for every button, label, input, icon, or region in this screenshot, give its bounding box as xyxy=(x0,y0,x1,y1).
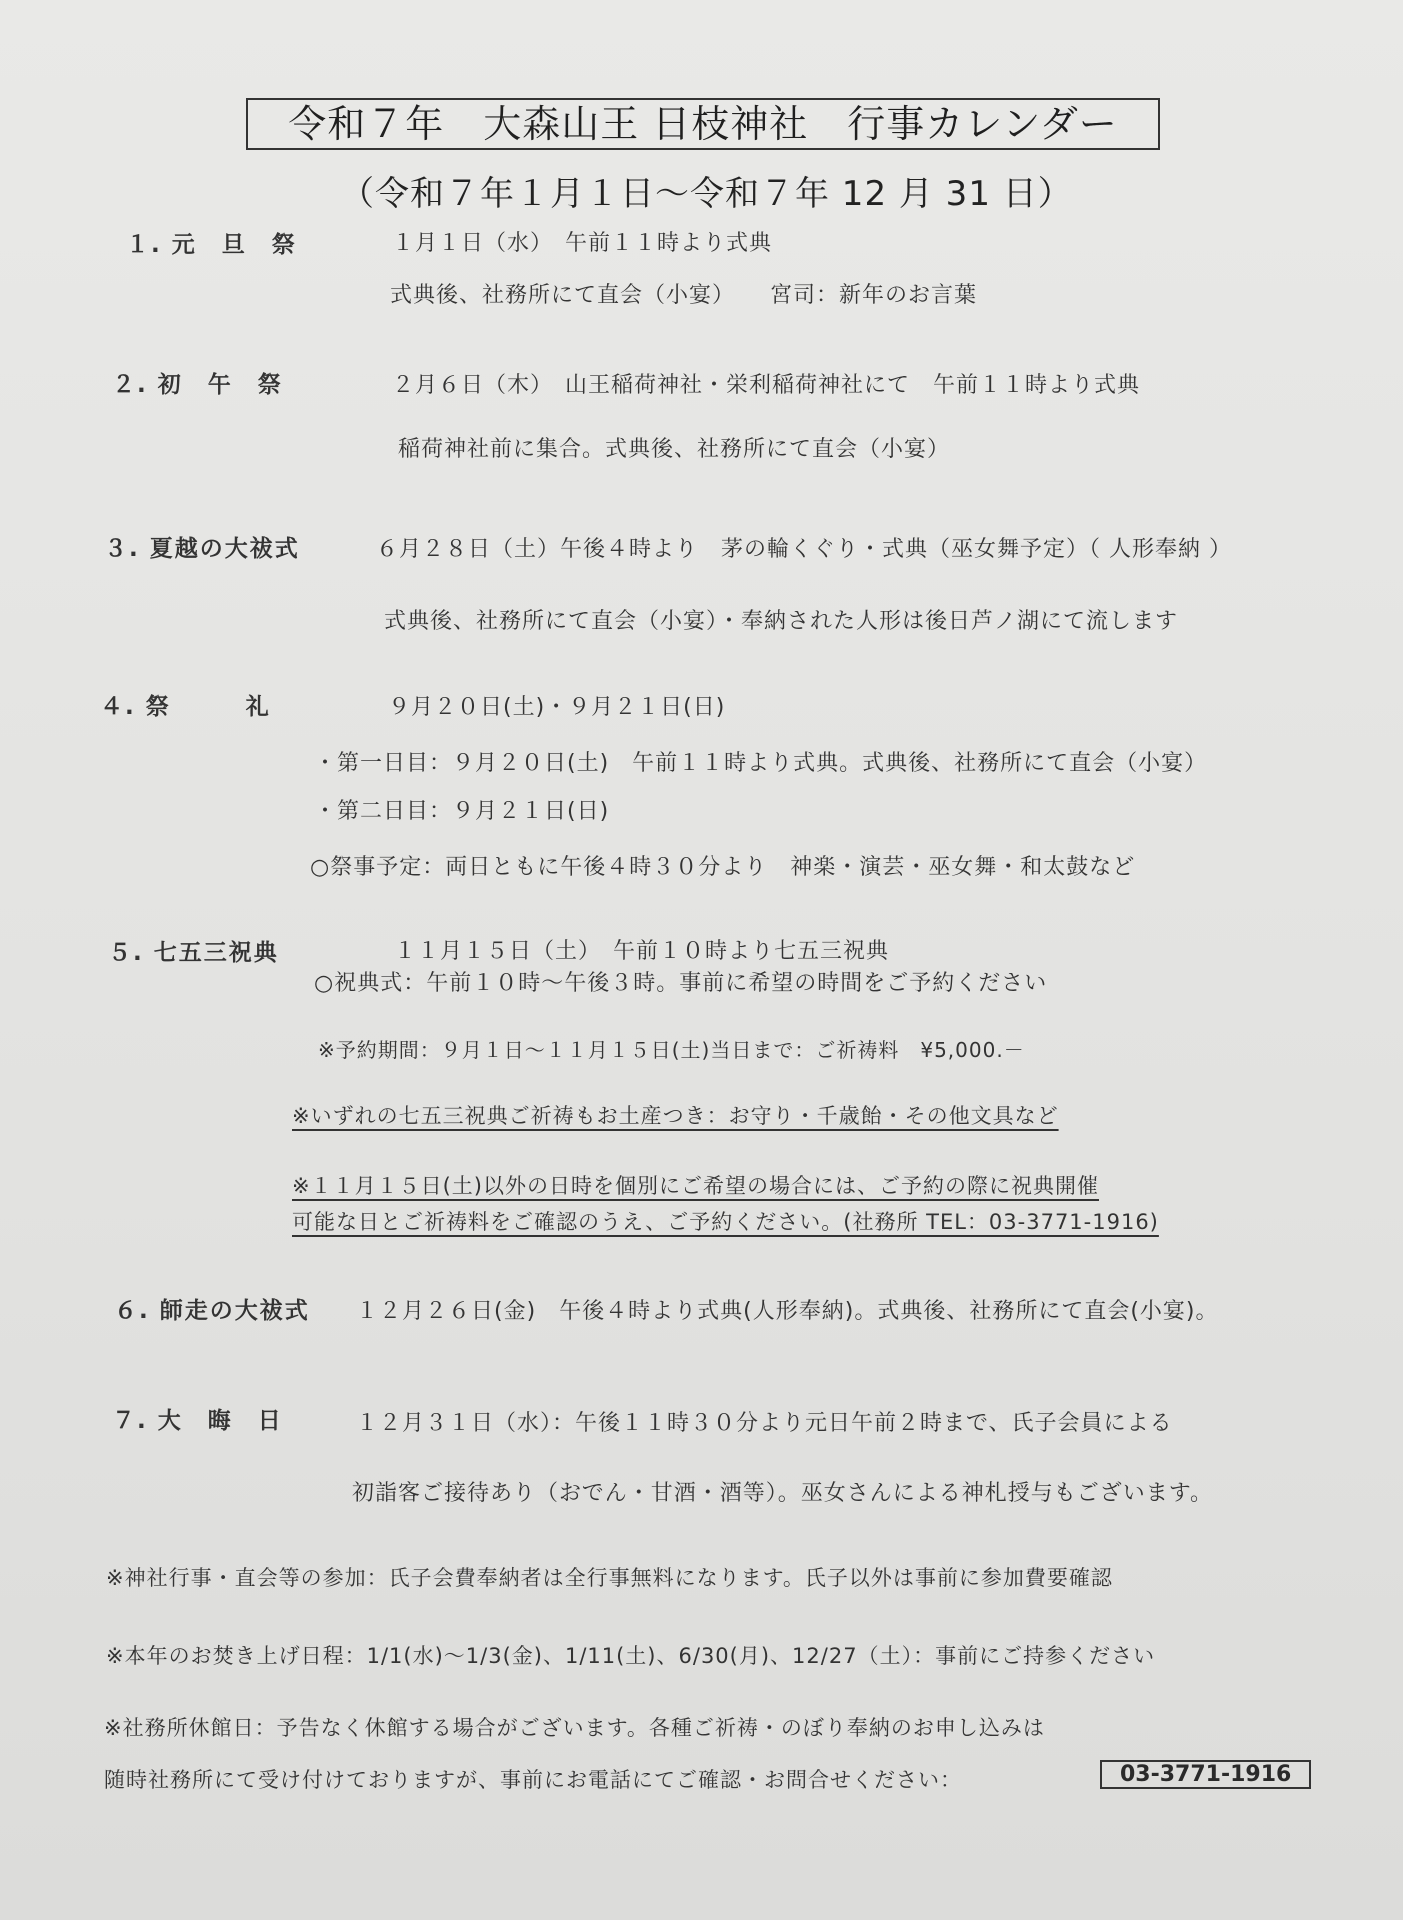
note-otakiage: ※本年のお焚き上げ日程：1/1(水)～1/3(金)、1/11(土)、6/30(月)、12/27（土）：事前にご持参ください xyxy=(106,1644,1156,1668)
calendar-period: （令和７年１月１日～令和７年 12 月 31 日） xyxy=(340,174,1073,214)
event-label-festival: ４. 祭 礼 xyxy=(100,694,271,720)
event-line: ２月６日（木） 山王稲荷神社・栄利稲荷神社にて 午前１１時より式典 xyxy=(392,373,1141,398)
event-line: ※いずれの七五三祝典ご祈祷もお土産つき：お守り・千歳飴・その他文具など xyxy=(292,1104,1059,1128)
event-label-nagoshi: ３. 夏越の大祓式 xyxy=(104,536,300,562)
event-line: ○祝典式：午前１０時～午後３時。事前に希望の時間をご予約ください xyxy=(314,971,1048,996)
event-line: ○祭事予定：両日ともに午後４時３０分より 神楽・演芸・巫女舞・和太鼓など xyxy=(310,855,1136,880)
event-line: 式典後、社務所にて直会（小宴）・奉納された人形は後日芦ノ湖にて流します xyxy=(384,609,1179,634)
event-line: 初詣客ご接待あり（おでん・甘酒・酒等）。巫女さんによる神札授与もございます。 xyxy=(352,1481,1214,1506)
phone-number: 03-3771-1916 xyxy=(1100,1760,1311,1789)
note-contact: 随時社務所にて受け付けておりますが、事前にお電話にてご確認・お問合せください： xyxy=(104,1768,962,1792)
event-line: １２月３１日（水）：午後１１時３０分より元日午前２時まで、氏子会員による xyxy=(356,1411,1173,1436)
event-label-omisoka: ７. 大 晦 日 xyxy=(112,1408,283,1434)
event-line: ６月２８日（土）午後４時より 茅の輪くぐり・式典（巫女舞予定）（ 人形奉納 ） xyxy=(376,537,1232,562)
document-title: 令和７年 大森山王 日枝神社 行事カレンダー xyxy=(246,98,1160,150)
event-label-shichigosan: ５. 七五三祝典 xyxy=(108,940,279,966)
note-participation: ※神社行事・直会等の参加：氏子会費奉納者は全行事無料になります。氏子以外は事前に参加費要確認 xyxy=(106,1566,1113,1590)
event-label-new-year: １. 元 旦 祭 xyxy=(126,232,297,258)
note-office-closed: ※社務所休館日：予告なく休館する場合がございます。各種ご祈祷・のぼり奉納のお申し込みは xyxy=(104,1716,1045,1740)
event-line: ※１１月１５日(土)以外の日時を個別にご希望の場合には、ご予約の際に祝典開催 xyxy=(292,1174,1099,1198)
event-line: 式典後、社務所にて直会（小宴） 宮司：新年のお言葉 xyxy=(390,283,978,308)
event-line: １月１日（水） 午前１１時より式典 xyxy=(392,231,773,256)
event-line: 稲荷神社前に集合。式典後、社務所にて直会（小宴） xyxy=(398,437,951,462)
event-line: ・第一日目：９月２０日(土) 午前１１時より式典。式典後、社務所にて直会（小宴） xyxy=(314,751,1208,776)
event-label-shiwasu: ６. 師走の大祓式 xyxy=(114,1298,310,1324)
event-line: １１月１５日（土） 午前１０時より七五三祝典 xyxy=(394,939,890,964)
event-line: ９月２０日(土)・９月２１日(日) xyxy=(388,695,726,720)
event-label-hatsuuma: ２. 初 午 祭 xyxy=(112,372,283,398)
event-line: ・第二日目：９月２１日(日) xyxy=(314,799,610,824)
event-line: 可能な日とご祈祷料をご確認のうえ、ご予約ください。(社務所 TEL：03-3771-1916) xyxy=(292,1210,1159,1234)
event-line: １２月２６日(金) 午後４時より式典(人形奉納)。式典後、社務所にて直会(小宴)。 xyxy=(356,1299,1219,1324)
event-line: ※予約期間：９月１日～１１月１５日(土)当日まで：ご祈祷料 ¥5,000.－ xyxy=(318,1038,1025,1062)
